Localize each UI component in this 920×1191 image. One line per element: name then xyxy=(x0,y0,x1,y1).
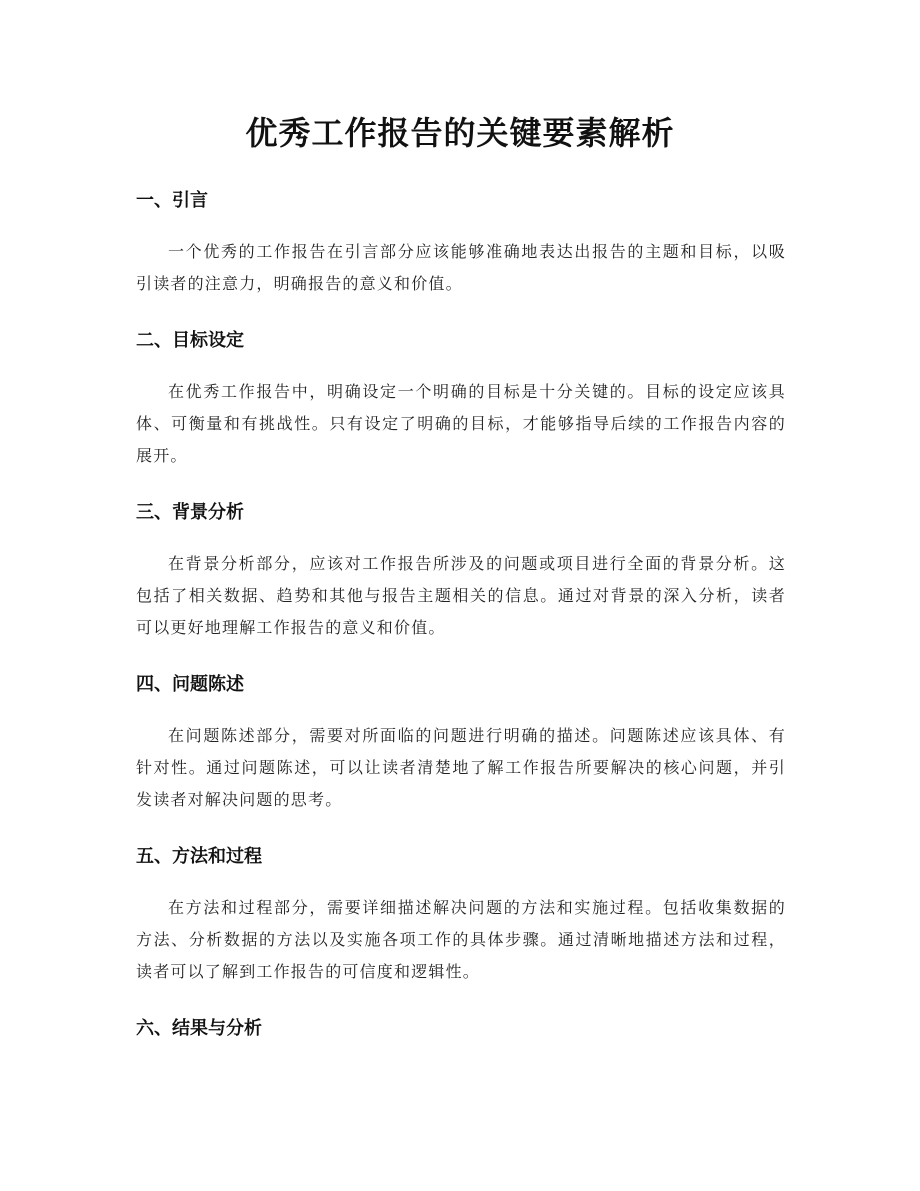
document-body xyxy=(136,186,786,1064)
section-background-analysis xyxy=(136,498,786,644)
section-heading: 六、结果与分析 xyxy=(136,1018,262,1039)
section-results-analysis xyxy=(136,1014,786,1044)
section-paragraph: 在优秀工作报告中，明确设定一个明确的目标是十分关键的。目标的设定应该具体、可衡量和有挑战性。只有设定了明确的目标，才能够指导后续的工作报告内容的展开。 xyxy=(136,382,786,465)
section-heading: 三、背景分析 xyxy=(136,502,244,523)
section-paragraph: 一个优秀的工作报告在引言部分应该能够准确地表达出报告的主题和目标，以吸引读者的注意力，明确报告的意义和价值。 xyxy=(136,242,786,293)
document-title: 优秀工作报告的关键要素解析 xyxy=(245,114,675,152)
section-paragraph: 在问题陈述部分，需要对所面临的问题进行明确的描述。问题陈述应该具体、有针对性。通过问题陈述，可以让读者清楚地了解工作报告所要解决的核心问题，并引发读者对解决问题的思考。 xyxy=(136,726,786,809)
section-methods-process xyxy=(136,842,786,988)
section-heading: 四、问题陈述 xyxy=(136,674,244,695)
section-goal-setting xyxy=(136,326,786,472)
section-heading: 五、方法和过程 xyxy=(136,846,262,867)
section-paragraph: 在方法和过程部分，需要详细描述解决问题的方法和实施过程。包括收集数据的方法、分析数据的方法以及实施各项工作的具体步骤。通过清晰地描述方法和过程，读者可以了解到工作报告的可信度和逻辑性。 xyxy=(136,898,786,981)
section-heading: 一、引言 xyxy=(136,190,208,211)
section-introduction xyxy=(136,186,786,300)
section-problem-statement xyxy=(136,670,786,816)
section-heading: 二、目标设定 xyxy=(136,330,244,351)
section-paragraph: 在背景分析部分，应该对工作报告所涉及的问题或项目进行全面的背景分析。这包括了相关数据、趋势和其他与报告主题相关的信息。通过对背景的深入分析，读者可以更好地理解工作报告的意义和价值。 xyxy=(136,554,786,637)
